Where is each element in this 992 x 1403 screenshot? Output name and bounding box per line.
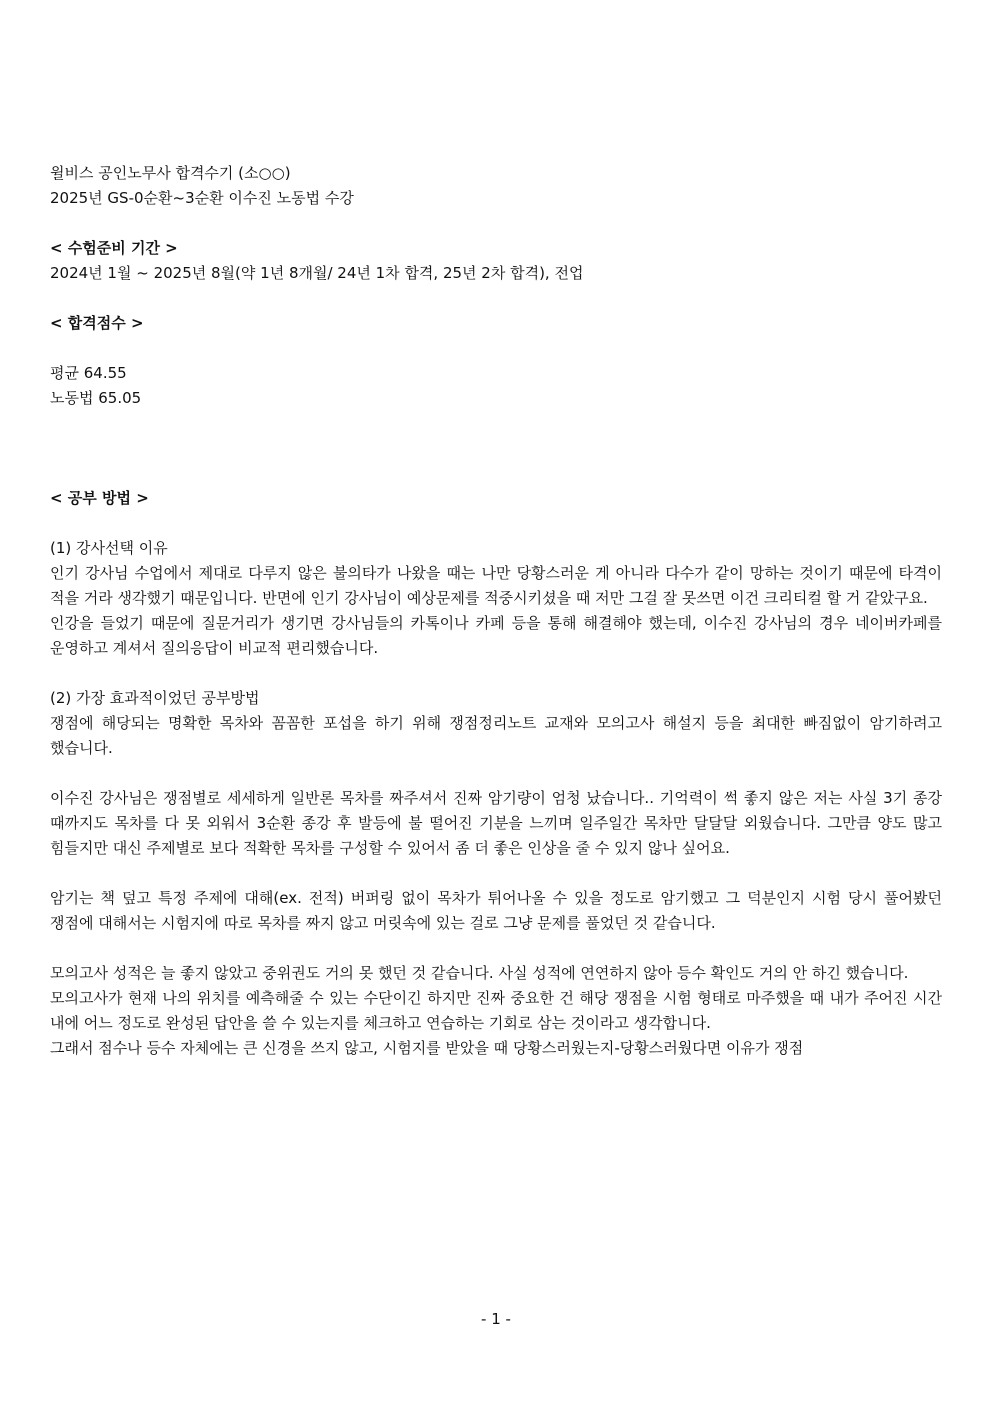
score-labor-law: 노동법 65.05 [50, 389, 142, 407]
document-body [50, 161, 942, 1061]
section2-paragraph-1: 쟁점에 해당되는 명확한 목차와 꼼꼼한 포섭을 하기 위해 쟁점정리노트 교재와 모의고사 해설지 등을 최대한 빠짐없이 암기하려고 했습니다. [50, 714, 942, 757]
section2-paragraph-5: 모의고사가 현재 나의 위치를 예측해줄 수 있는 수단이긴 하지만 진짜 중요한 건 해당 쟁점을 시험 형태로 마주했을 때 내가 주어진 시간 내에 어느 정도로 완성된 답안을 쓸 수 있는지를 체크하고 연습하는 기회로 삼는 것이라고 생각합니다. [50, 989, 942, 1032]
section2-paragraph-3: 암기는 책 덮고 특정 주제에 대해(ex. 전적) 버퍼링 없이 목차가 튀어나올 수 있을 정도로 암기했고 그 덕분인지 시험 당시 풀어봤던 쟁점에 대해서는 시험지에 따로 목차를 짜지 않고 머릿속에 있는 걸로 그냥 문제를 풀었던 것 같습니다. [50, 889, 942, 932]
section1-paragraph-1: 인기 강사님 수업에서 제대로 다루지 않은 불의타가 나왔을 때는 나만 당황스러운 게 아니라 다수가 같이 망하는 것이기 때문에 타격이 적을 거라 생각했기 때문입니다. 반면에 인기 강사님이 예상문제를 적중시키셨을 때 저만 그걸 잘 못쓰면 이건 크리티컬 할 거 같았구요. [50, 564, 942, 607]
section1-title: (1) 강사선택 이유 [50, 539, 168, 557]
period-heading: < 수험준비 기간 > [50, 239, 178, 257]
method-heading: < 공부 방법 > [50, 489, 149, 507]
score-heading: < 합격점수 > [50, 314, 144, 332]
section2-paragraph-2: 이수진 강사님은 쟁점별로 세세하게 일반론 목차를 짜주셔서 진짜 암기량이 엄청 났습니다.. 기억력이 썩 좋지 않은 저는 사실 3기 종강 때까지도 목차를 다 못 외워서 3순환 종강 후 발등에 불 떨어진 기분을 느끼며 일주일간 목차만 달달달 외웠습니다. 그만큼 양도 많고 힘들지만 대신 주제별로 보다 적확한 목차를 구성할 수 있어서 좀 더 좋은 인상을 줄 수 있지 않나 싶어요. [50, 789, 942, 857]
document-title: 윌비스 공인노무사 합격수기 (소○○) [50, 164, 291, 182]
period-text: 2024년 1월 ~ 2025년 8월(약 1년 8개월/ 24년 1차 합격, 25년 2차 합격), 전업 [50, 264, 584, 282]
section1-paragraph-2: 인강을 들었기 때문에 질문거리가 생기면 강사님들의 카톡이나 카페 등을 통해 해결해야 했는데, 이수진 강사님의 경우 네이버카페를 운영하고 계셔서 질의응답이 비교적 편리했습니다. [50, 614, 942, 657]
document-subtitle: 2025년 GS-0순환~3순환 이수진 노동법 수강 [50, 189, 354, 207]
section2-paragraph-6: 그래서 점수나 등수 자체에는 큰 신경을 쓰지 않고, 시험지를 받았을 때 당황스러웠는지-당황스러웠다면 이유가 쟁점 [50, 1039, 804, 1057]
section2-paragraph-4: 모의고사 성적은 늘 좋지 않았고 중위권도 거의 못 했던 것 같습니다. 사실 성적에 연연하지 않아 등수 확인도 거의 안 하긴 했습니다. [50, 964, 909, 982]
score-average: 평균 64.55 [50, 364, 127, 382]
section2-title: (2) 가장 효과적이었던 공부방법 [50, 689, 260, 707]
page-number: - 1 - [481, 1310, 511, 1328]
